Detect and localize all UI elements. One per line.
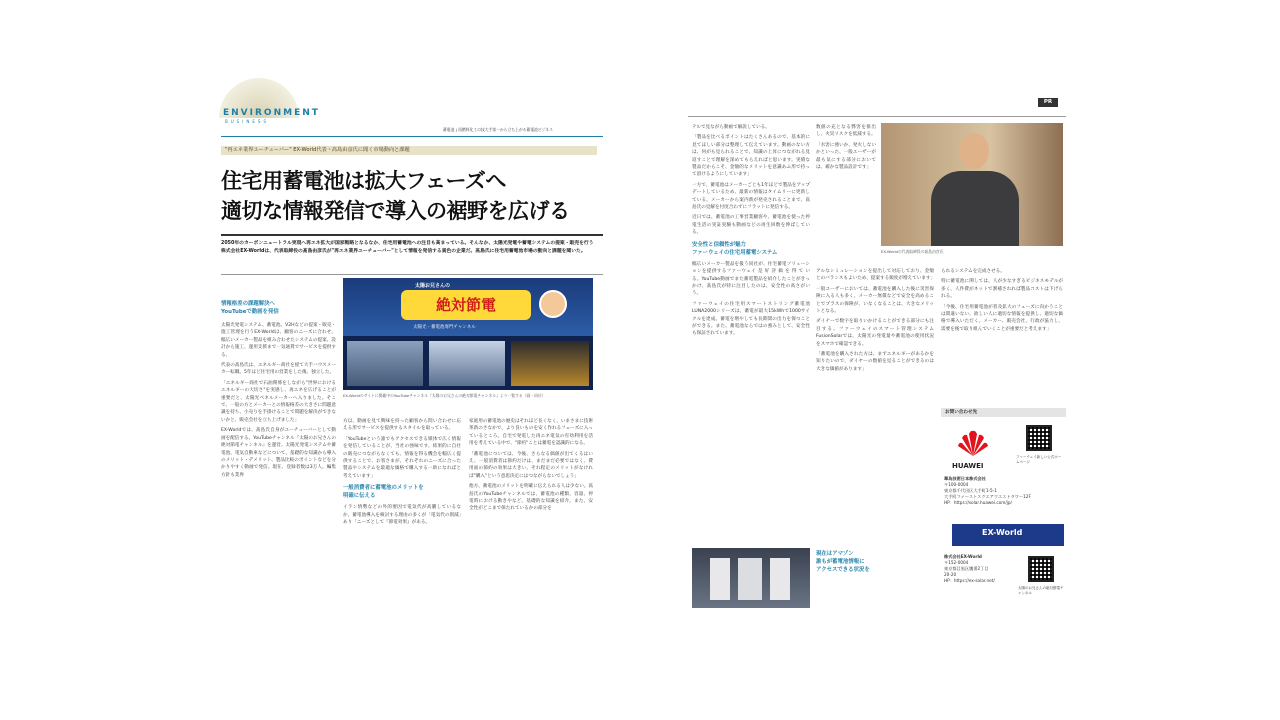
paragraph: ダイナーで数字を取りいかけることができる部分にも注目する。ファーウェイのスマート管理システムFusionSolarでは、太陽光の発電量や蓄電池の使用状況をスマホで確認できる。 [816,319,934,347]
right-column-2b [816,268,934,376]
paragraph: 「エネルギー商社で石油関係をしながら"世界におけるエネルギーの大切さ"を実感し、再エネを広げることが重要だと、太陽光ベネルメーカーへ入りました。そこで、一般の方とメーカーとの情報格差の大きさに問題意識を持ち、小売りを手掛けることで問題を解決ができないかと、販売会社を立ち上げました」 [221,380,336,423]
subhead-line: 情報格差の課題解決へ [221,301,275,307]
video-thumbnail [429,341,505,386]
video-thumbnail [347,341,423,386]
banner-caption: EX-Worldのサイトに掲載中のYouTubeチャンネル『太陽のお兄さんの絶対節電チャンネル』より一覧する（画・同社） [343,393,546,398]
exworld-address: 東京都目黒区鷹番2丁目 [944,566,989,571]
banner-subtitle: 太陽光・蓄電池専門チャンネル [413,325,476,330]
pr-badge: PR [1038,98,1058,107]
photo-caption: EX-Worldの代表取締役の髙島由彦氏 [881,249,944,254]
huawei-contact [944,476,1064,506]
battery-unit [710,558,730,600]
left-column-2 [343,418,461,529]
paragraph: EX-Worldでは、髙島氏自身がユーチューバーとして動画を配信する。YouTubeチャンネル『太陽のお兄さんの絶対節電チャンネル』を運営。太陽光発電システムや蓄電池、電気自動車などについて、基礎的な知識から導入のメリット・デメリット、製品比較のポイントなどを分かりやすく動画で発信。現在、登録者数は3万人。編集方針も業界 [221,428,336,478]
top-rule [688,116,1066,117]
paragraph: 「水害に強いか、発火しないかといった、一般ユーザーが最も気にする部分においては、確かな製品設計です」 [816,142,876,171]
exworld-logo [952,524,1064,546]
person-body [931,171,1019,246]
headline [221,166,607,226]
subhead-amazon-block [816,550,934,578]
paragraph: 方以、動画を見て興味を持った顧客から問い合わせに応える形でサービスを提供するスタイルを取っている。 [343,419,461,432]
huawei-brand: HUAWEI [952,462,984,470]
paragraph: 太陽光発電システム、蓄電池、V2Hなどの提案・販売・施工管理を行うEX-Worldは、顧客のニーズに合わせ、幅広いメーカー製品を組み合わせたシステムの提案、設計から施工、運用支援まで一気通貫でサービスを提供する。 [221,323,336,358]
left-column-1 [221,300,336,482]
contact-heading: お問い合わせ先 [941,408,1066,417]
left-page [215,78,610,642]
exworld-qr-code-icon [1028,556,1054,582]
subhead-amazon [816,550,934,574]
paragraph: 近日では、蓄電池の工事営業顧客や、蓄電池を使った停電生活の実証実験も動画などの再生回数を伸ばしている。 [692,215,810,236]
huawei-company: 華為技術日本株式会社 [944,476,986,481]
kicker: "再エネ業界ユーチューバー" EX-World代表・髙島由彦氏に聞く市場動向と課題 [221,146,597,155]
subhead-youtube [221,300,336,316]
paragraph: 他方、蓄電池のメリットを明確に伝えられる人は少ない。髙島氏のYouTubeチャンネルでは、蓄電池の種類、容量、停電時における動きやなど、基礎的な知識を紹介。また、安全性がどこまで保たれているかの部分を [469,484,593,512]
paragraph: 代表の髙島氏は、エネルギー商社を経て大手ハウスメーカー転職。5年ほど住宅用の営業をした後、独立した。 [221,363,336,376]
youtube-channel-banner [343,278,593,390]
battery-product-photo [692,548,810,608]
exworld-qr-note: 太陽のお兄さんの絶対節電チャンネル [1018,586,1064,595]
lead-rule [221,274,603,275]
huawei-url[interactable]: HP：https://solar.huawei.com/jp/ [944,500,1012,505]
lead-paragraph: 2050年のカーボンニュートラル実現へ再エネ拡大が国家戦略となるなか、住宅用蓄電池への注目も高まっている。そんなか、太陽光発電や蓄電システムの提案・販売を行う株式会社EX-Worldは、代表取締役の髙島由彦氏が"再エネ業界ユーチューバー"として情報を発信する異色の企業だ。髙島氏に住宅用蓄電池市場の動向と課題を聞いた。 [221,241,594,254]
banner-top-text: 太陽お兄さんの [415,283,451,289]
battery-unit [770,558,790,600]
headline-line-1: 住宅用蓄電池は拡大フェーズへ [221,169,506,193]
subhead-huawei-safety [692,241,810,257]
huawei-qr-code-icon [1026,425,1052,451]
exworld-company: 株式会社EX-World [944,554,982,559]
right-column-1 [692,124,810,341]
subhead-line: 現在はアマゾン [816,551,854,557]
subhead-line: アクセスできる状況を [816,567,870,573]
huawei-logo-icon [956,428,990,458]
masthead-subtitle: BUSINESS [225,119,269,124]
exworld-brand: EX-World [982,528,1023,537]
interview-photo [881,123,1063,246]
paragraph: 一般ユーザーにおいては、蓄電池を購入した後に災害保険に入る人も多く、メーカー無償などで安全を高めることでプラスの保険が、いなくなることは、大きなメリットとなる。 [816,286,934,315]
exworld-postal: 〒152-0004 [944,560,969,565]
right-column-2 [816,124,876,174]
paragraph: ファーウェイの住宅用スマートストリング蓄電池LUNA2000シリーズは、蓄電が最大15kWhで1000サイクルを達成。蓄電を増やしても長期間の出力を保つことができる。また、蓄電池ならではの強みとして、安全性も保証されています。 [692,301,810,337]
series-note: 蓄電池 | 再燃料化工の技大手第一から立ち上がる蓄電池ビジネス [443,127,553,132]
huawei-qr-note: ファーウェイ新しい公式ホームページ [1016,455,1062,464]
right-column-3 [941,268,1063,336]
paragraph: 数値の充となる弊害を排出し、火災リスクを低減する。 [816,125,876,138]
masthead-title: ENVIRONMENT [223,108,320,118]
subhead-line: YouTubeで動画を発信 [221,309,279,315]
paragraph: 幅広いメーカー製品を扱う同社が、住宅蓄電ソリューションを提供するファーウェイ 是 好 評 価 を 得 て い る。YouTube動画でまた蓄電製品を紹介したことがきっかけ、髙島氏が特に注目したのは、安全性の高さがいう。 [692,261,810,297]
paragraph: 「今後、住宅用蓄電池が普及拡大のフェーズに向かうことは間違いない。欲しい人に適切な情報を提供し、適切な価格で導入いただく。メーカー、販売会社、行政が協力し、需要を後で取り組んでいくことが重要だと考えます」 [941,304,1063,332]
left-column-3 [469,418,593,516]
paragraph: 家庭用の蓄電池の歴史はそれほど長くなく、いまさまに技術革新のさなかで、より良いものを安く作れるフェーズに入っているところ。自宅で発電した再エネ電気の有効利用を活用を考えている中で、"節約"ことは蓄電を認識的になる。 [469,419,593,447]
person-head [959,133,989,169]
huawei-address1: 東京都千代田区大手町1-5-1 [944,488,997,493]
right-page [688,78,1066,642]
paragraph: 一方で、蓄電池はメーカーごとも1年ほどで製品をアップデートしているため、最新の情報はタイムリーに更新している。メーカーから案内新が発売されることまで、髙島氏の見解を付度合わずにフラットに発信する。 [692,182,810,211]
paragraph: 「蓄電池を購入された方は、まずエネルギーがあるかを知りたいので、ダイヤーの数値を見ることができるのは大きな価値があります」 [816,352,934,372]
exworld-contact [944,554,1024,584]
subhead-line: 明確に伝える [343,493,376,500]
huawei-postal: 〒100-0004 [944,482,969,487]
headline-rule [221,234,603,236]
headline-line-2: 適切な情報発信で導入の裾野を広げる [221,199,570,223]
banner-title: 絶対節電 [401,290,531,320]
presenter-avatar-icon [539,290,567,318]
paragraph: 「YouTubeという誰でもアクセスできる媒体で広く情報を発信していることが、当社の強味です。結果的に自社の販売につながらなくても、情報を得る機会を幅広く提供することで、お客さまが、それぞれのニーズに合った製品やシステムを最適な価格で購入する一助になればと考えています」 [343,436,461,479]
exworld-url[interactable]: HP：https://ex-solar.net/ [944,578,995,583]
paragraph: 「蓄電池については、今後、さらなる価値が出てくるはいえ、一般消費者は節約だけは、まだまだ必要ではなく、費用面の節約の効果は大きい。それ程定のメリットがなければ"購入"という意思決定にはつながらないでしょう」 [469,451,593,479]
subhead-line: 誰もが蓄電池情報に [816,559,865,565]
masthead-rule [221,136,603,137]
subhead-merits [343,484,461,500]
paragraph: テルで見ながら動画で解説している。 [692,125,770,130]
paragraph: 特に蓄電池に関しては、人が少なすぎるビジネスモデルが多く、人件費がネットで割補されれば製品コストは下げられる。 [941,279,1063,300]
huawei-address2: 大手町ファーストスクエアウエストタワー12F [944,494,1031,499]
subhead-line: 一般消費者に蓄電池のメリットを [343,485,424,492]
video-thumbnail [511,341,589,386]
paragraph: られるシステムを完成させる。 [941,269,1005,274]
subhead-line: ファーウェイの住宅用蓄電システム [692,249,778,256]
paragraph: イラン情勢などの外的要因で電気代が高騰しているなか、蓄電池導入を検討する理由の多くが「電気代の削減」あり「ニーズとして『節電効果』がある。 [343,505,461,526]
battery-unit [738,558,762,600]
exworld-phone: 20-20 [944,572,957,577]
paragraph: 「製品を比べるポイントはたくさんあるので、基本的に見てほしい部分は整理して伝えています。動画のない方は、何がも見られることで、知識の上昇につながれる見返すことで理解を深めてもらえればと思います。実績な製品だからこそ、金額的なメリットを意識あふ形で持って頂けるようにしています」 [692,135,810,178]
paragraph: アルなシミュレーションを提出して対応しており、金額とのバランスもよいため、提案する頻度が増えています」 [816,269,936,282]
subhead-line: 安全性と信頼性が魅力 [692,241,746,248]
